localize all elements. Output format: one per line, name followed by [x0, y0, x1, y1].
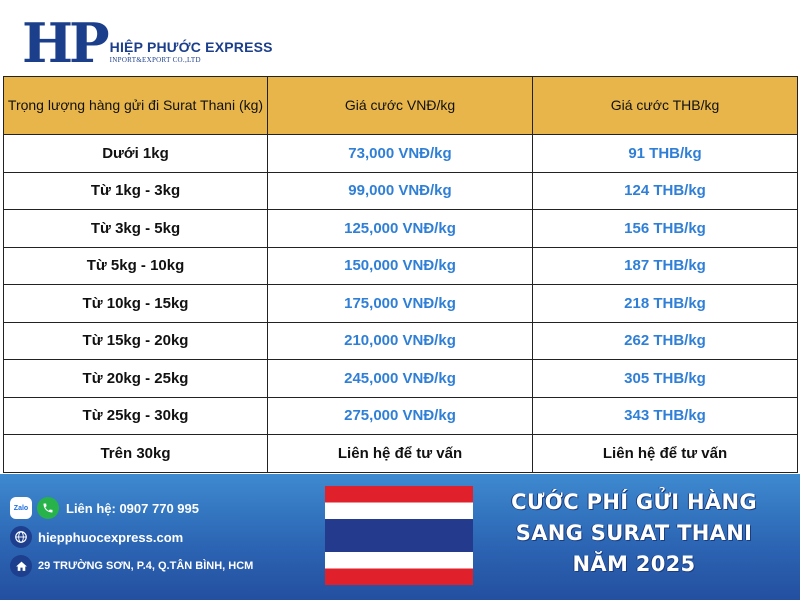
table-row: [4, 397, 798, 435]
thb-price-cell: 156 THB/kg: [533, 210, 798, 248]
thb-price-cell: 91 THB/kg: [533, 135, 798, 173]
website-link[interactable]: hiepphuocexpress.com: [38, 529, 184, 545]
phone-icon[interactable]: [37, 497, 59, 519]
thb-price-cell: 305 THB/kg: [533, 360, 798, 398]
thb-price-cell: 343 THB/kg: [533, 397, 798, 435]
table-row: [4, 135, 798, 173]
vnd-price-cell: 99,000 VNĐ/kg: [268, 172, 533, 210]
contact-website[interactable]: [10, 526, 183, 548]
table-row: [4, 210, 798, 248]
vnd-price-cell: 175,000 VNĐ/kg: [268, 285, 533, 323]
logo-text: [110, 39, 273, 64]
table-row: [4, 322, 798, 360]
vnd-price-cell: 275,000 VNĐ/kg: [268, 397, 533, 435]
thb-price-cell: 187 THB/kg: [533, 247, 798, 285]
weight-cell: Từ 3kg - 5kg: [4, 210, 268, 248]
weight-cell: Trên 30kg: [4, 435, 268, 473]
address-text: 29 TRƯỜNG SƠN, P.4, Q.TÂN BÌNH, HCM: [38, 560, 254, 572]
contact-address: [10, 555, 253, 577]
vnd-price-cell: 210,000 VNĐ/kg: [268, 322, 533, 360]
header-thb: Giá cước THB/kg: [533, 77, 798, 135]
zalo-icon[interactable]: Zalo: [10, 497, 32, 519]
price-table: [3, 76, 798, 473]
table-row: [4, 360, 798, 398]
weight-cell: Từ 15kg - 20kg: [4, 322, 268, 360]
globe-icon: [10, 526, 32, 548]
weight-cell: Từ 25kg - 30kg: [4, 397, 268, 435]
vnd-price-cell: 245,000 VNĐ/kg: [268, 360, 533, 398]
thb-price-cell: 262 THB/kg: [533, 322, 798, 360]
vnd-price-cell: 73,000 VNĐ/kg: [268, 135, 533, 173]
brand-name: HIỆP PHƯỚC EXPRESS: [109, 39, 273, 55]
vnd-price-cell: Liên hệ để tư vấn: [268, 435, 533, 473]
table-row: [4, 285, 798, 323]
weight-cell: Từ 20kg - 25kg: [4, 360, 268, 398]
table-header-row: [4, 77, 798, 135]
vnd-price-cell: 125,000 VNĐ/kg: [268, 210, 533, 248]
thb-price-cell: 218 THB/kg: [533, 285, 798, 323]
weight-cell: Từ 5kg - 10kg: [4, 247, 268, 285]
title-line-3: NĂM 2025: [572, 552, 696, 576]
header-weight: Trọng lượng hàng gửi đi Surat Thani (kg): [4, 77, 268, 135]
header-vnd: Giá cước VNĐ/kg: [268, 77, 533, 135]
vnd-price-cell: 150,000 VNĐ/kg: [268, 247, 533, 285]
thailand-flag-icon: [325, 486, 473, 585]
logo: [22, 11, 273, 75]
phone-text: Liên hệ: 0907 770 995: [66, 500, 199, 516]
thb-price-cell: 124 THB/kg: [533, 172, 798, 210]
thb-price-cell: Liên hệ để tư vấn: [533, 435, 798, 473]
weight-cell: Từ 10kg - 15kg: [4, 285, 268, 323]
table-row: [4, 247, 798, 285]
contact-phone[interactable]: [10, 497, 199, 519]
promo-title: [486, 487, 782, 580]
brand-subtitle: INPORT&EXPORT CO.,LTD: [109, 56, 201, 64]
title-line-1: CƯỚC PHÍ GỬI HÀNG: [511, 490, 757, 514]
weight-cell: Từ 1kg - 3kg: [4, 172, 268, 210]
table-row: [4, 435, 798, 473]
header: [0, 0, 800, 76]
title-line-2: SANG SURAT THANI: [515, 521, 753, 545]
home-icon: [10, 555, 32, 577]
logo-mark: HP: [22, 11, 106, 75]
table-row: [4, 172, 798, 210]
weight-cell: Dưới 1kg: [4, 135, 268, 173]
